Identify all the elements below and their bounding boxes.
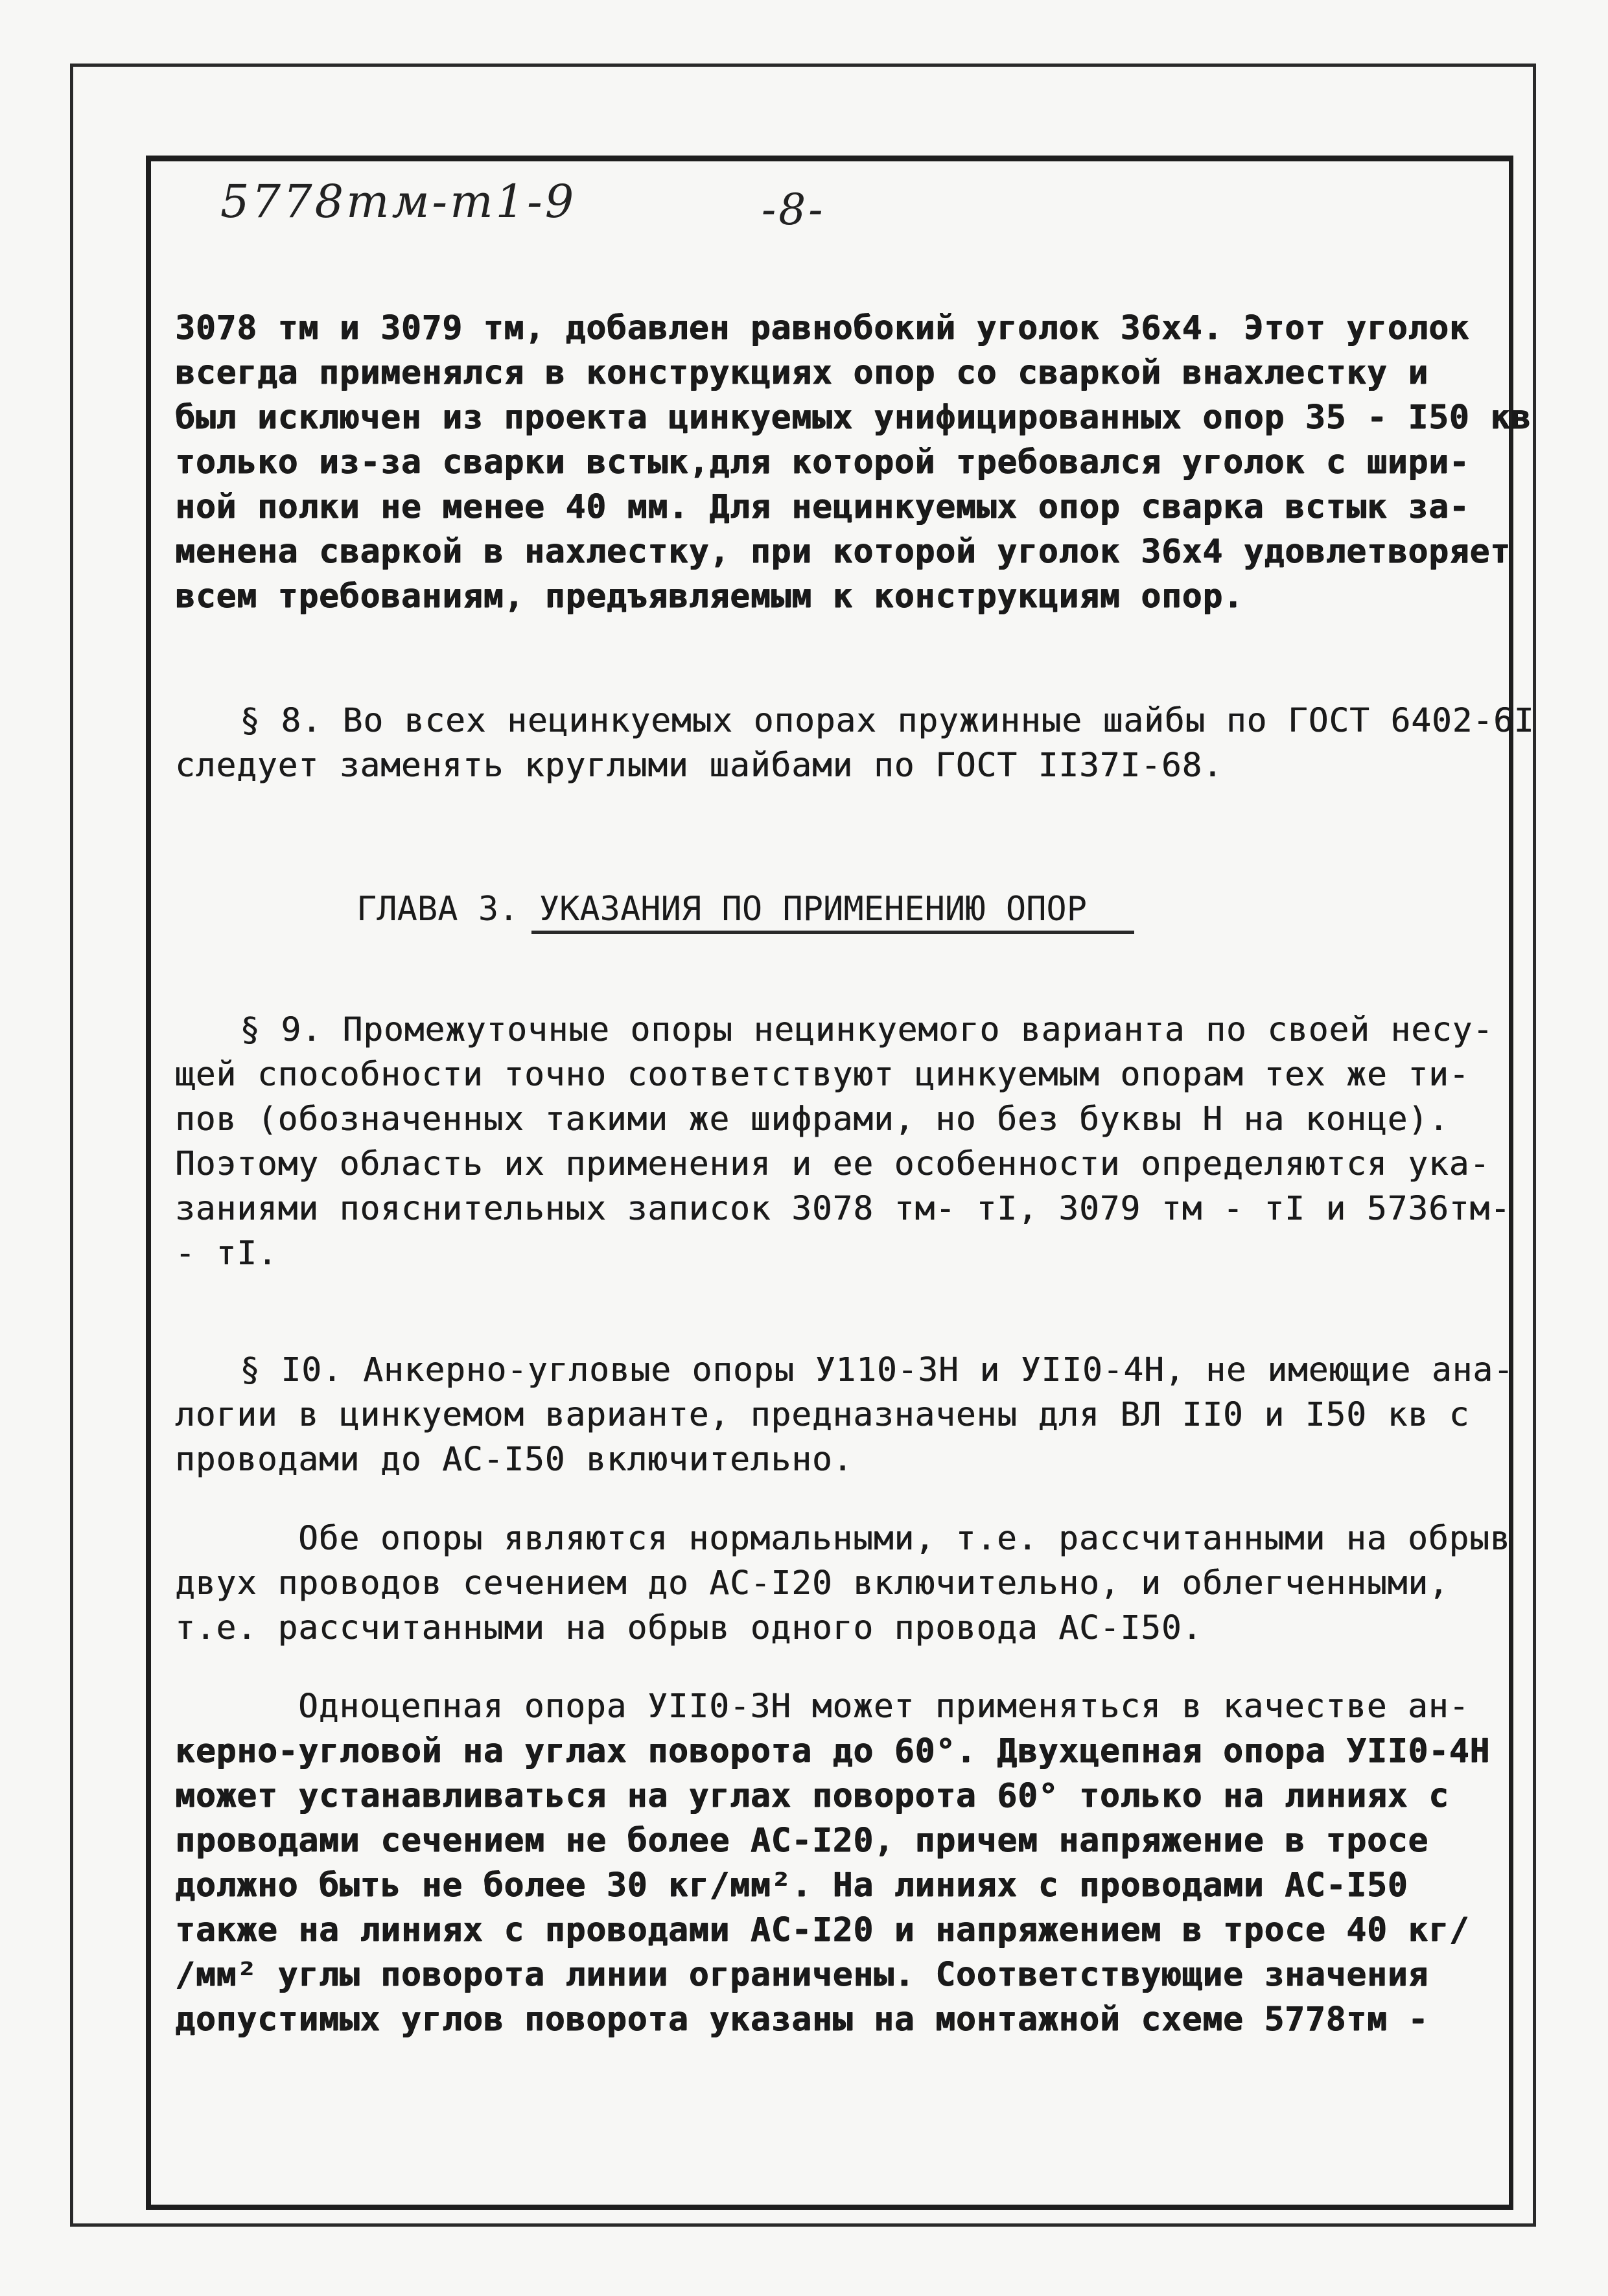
section-9-line-4: Поэтому область их применения и ее особенности определяются ука- <box>175 1145 1491 1183</box>
single-circuit-line-7: /мм² углы поворота линии ограничены. Соответствующие значения <box>175 1956 1428 1994</box>
section-10-line-2: логии в цинкуемом варианте, предназначены для ВЛ II0 и I50 кв с <box>175 1396 1470 1434</box>
intro-line-3: был исключен из проекта цинкуемых унифицированных опор 35 - I50 кв <box>175 399 1532 437</box>
page-number: -8- <box>762 185 826 235</box>
chapter-title-underline <box>531 931 1134 934</box>
chapter-heading <box>356 890 1087 929</box>
document-code: 5778тм-т1-9 <box>220 175 577 228</box>
intro-line-6: менена сваркой в нахлестку, при которой уголок 36x4 удовлетворяет <box>175 533 1511 571</box>
section-10-line-3: проводами до АС-I50 включительно. <box>175 1441 854 1479</box>
chapter-title: УКАЗАНИЯ ПО ПРИМЕНЕНИЮ ОПОР <box>539 890 1088 929</box>
single-circuit-line-5: должно быть не более 30 кг/мм². На линиях с проводами АС-I50 <box>175 1866 1408 1905</box>
section-8-line-2: следует заменять круглыми шайбами по ГОСТ II37I-68. <box>175 747 1223 785</box>
section-9-line-6: - тI. <box>175 1235 278 1273</box>
intro-line-2: всегда применялся в конструкциях опор со сваркой внахлестку и <box>175 354 1428 392</box>
both-supports-line-1: Обе опоры являются нормальными, т.е. рассчитанными на обрыв <box>298 1520 1511 1558</box>
single-circuit-line-4: проводами сечением не более АС-I20, причем напряжение в тросе <box>175 1822 1428 1860</box>
section-9-line-2: щей способности точно соответствуют цинкуемым опорам тех же ти- <box>175 1056 1470 1094</box>
single-circuit-line-2: керно-угловой на углах поворота до 60°. Двухцепная опора УII0-4Н <box>175 1732 1491 1770</box>
intro-line-4: только из-за сварки встык,для которой требовался уголок с шири- <box>175 443 1470 481</box>
intro-line-5: ной полки не менее 40 мм. Для нецинкуемых опор сварка встык за- <box>175 488 1470 526</box>
single-circuit-line-1: Одноцепная опора УII0-3Н может применяться в качестве ан- <box>298 1687 1470 1726</box>
single-circuit-line-8: допустимых углов поворота указаны на монтажной схеме 5778тм - <box>175 2000 1428 2039</box>
section-9-line-5: заниями пояснительных записок 3078 тм- тI, 3079 тм - тI и 5736тм- <box>175 1190 1511 1228</box>
single-circuit-line-3: может устанавливаться на углах поворота 60° только на линиях с <box>175 1777 1449 1815</box>
section-9-line-1: § 9. Промежуточные опоры нецинкуемого варианта по своей несу- <box>240 1011 1493 1049</box>
chapter-prefix: ГЛАВА 3. <box>356 890 519 929</box>
both-supports-line-3: т.е. рассчитанными на обрыв одного провода АС-I50. <box>175 1609 1203 1647</box>
section-10-line-1: § I0. Анкерно-угловые опоры У110-3Н и УII0-4Н, не имеющие ана- <box>240 1351 1514 1389</box>
section-9-line-3: пов (обозначенных такими же шифрами, но без буквы Н на конце). <box>175 1100 1449 1139</box>
intro-line-7: всем требованиям, предъявляемым к конструкциям опор. <box>175 577 1244 616</box>
both-supports-line-2: двух проводов сечением до АС-I20 включительно, и облегченными, <box>175 1564 1449 1603</box>
single-circuit-line-6: также на линиях с проводами АС-I20 и напряжением в тросе 40 кг/ <box>175 1911 1470 1949</box>
intro-line-1: 3078 тм и 3079 тм, добавлен равнобокий уголок 36x4. Этот уголок <box>175 309 1470 347</box>
section-8-line-1: § 8. Во всех нецинкуемых опорах пружинные шайбы по ГОСТ 6402-6I <box>240 702 1535 740</box>
